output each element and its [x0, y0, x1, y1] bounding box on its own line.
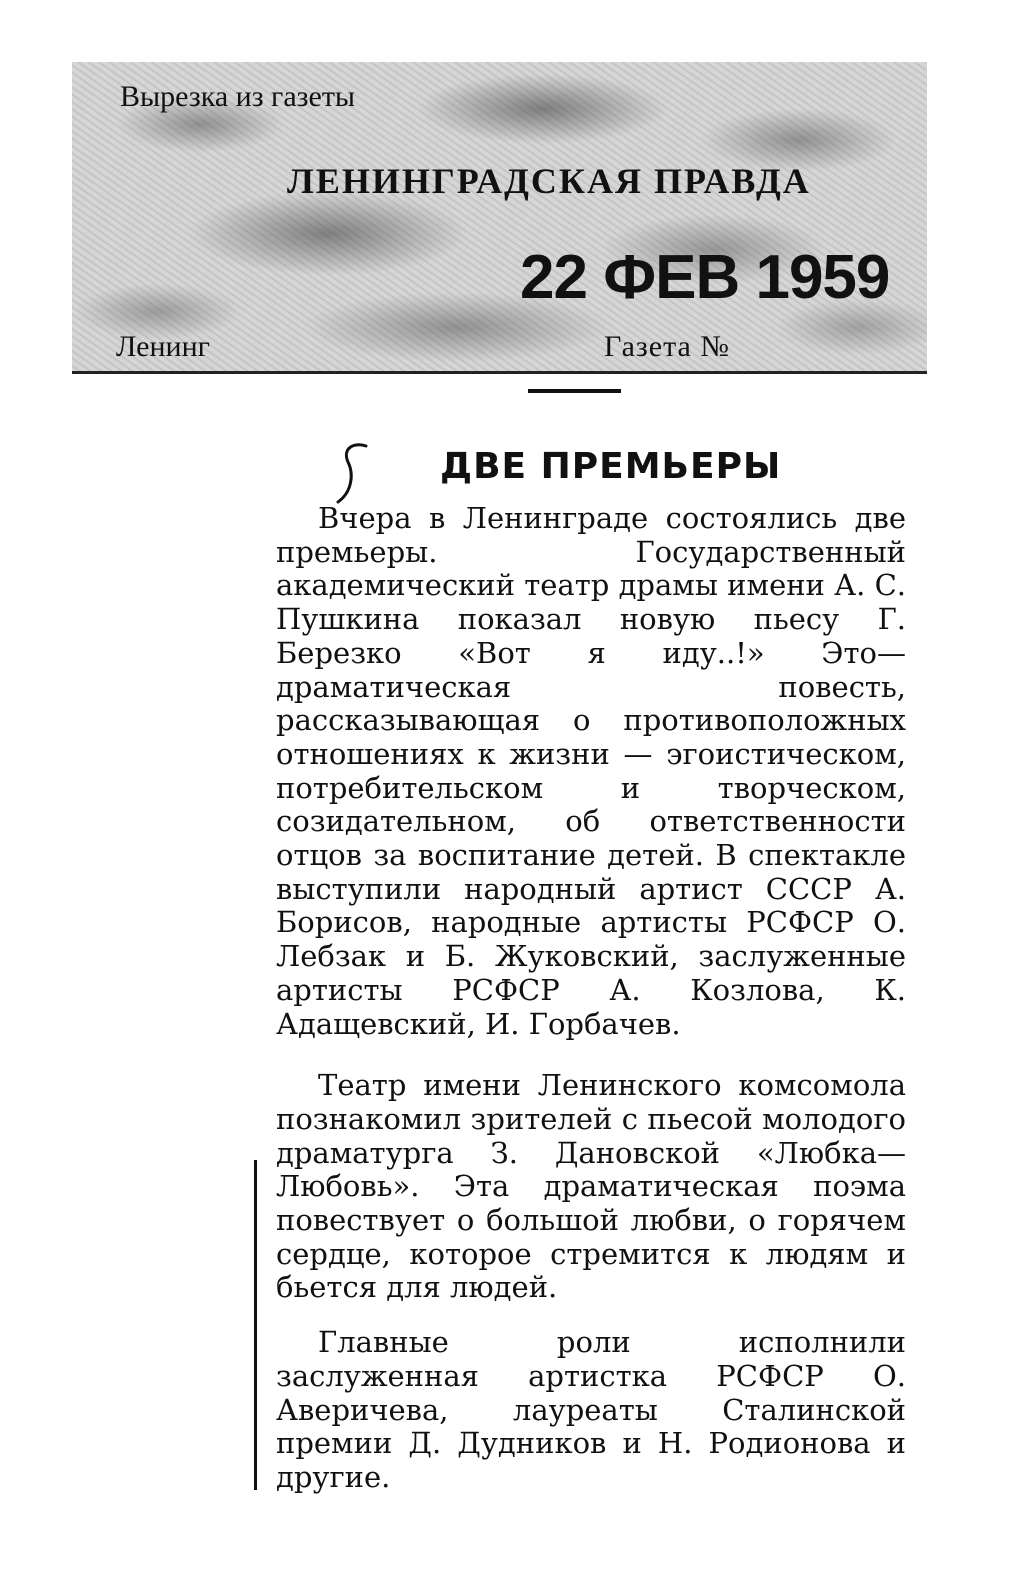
article-title: ДВЕ ПРЕМЬЕРЫ — [440, 446, 782, 487]
date-stamp: 22 ФЕВ 1959 — [520, 243, 890, 312]
handwritten-mark-icon — [334, 440, 370, 506]
newspaper-clipping-header — [72, 62, 927, 374]
header-underline — [72, 371, 927, 374]
article-paragraph: Театр имени Ленинского комсомола познакомил зрителей с пьесой молодого драматурга З. Дановской «Любка—Любовь». Эта драматическая поэма повествует о большой любви, о горячем сердце, которое стремится к людям и бьется для людей. — [276, 1068, 906, 1305]
city-label: Ленинг — [116, 330, 210, 363]
divider — [528, 389, 621, 393]
article-paragraph: Вчера в Ленинграде состоялись две премьеры. Государственный академический театр драмы имени А. С. Пушкина показал новую пьесу Г. Березко «Вот я иду..!» Это—драматическая повесть, рассказывающая о противоположных отношениях к жизни — эгоистическом, потребительском и творческом, созидательном, об ответственности отцов за воспитание детей. В спектакле выступили народный артист СССР А. Борисов, народные артисты РСФСР О. Лебзак и Б. Жуковский, заслуженные артисты РСФСР А. Козлова, К. Адащевский, И. Горбачев. — [276, 501, 906, 1041]
article-paragraph: Главные роли исполнили заслуженная артистка РСФСР О. Аверичева, лауреаты Сталинской премии Д. Дудников и Н. Родионова и другие. — [276, 1325, 906, 1494]
clip-label: Вырезка из газеты — [120, 80, 356, 113]
newspaper-title: ЛЕНИНГРАДСКАЯ ПРАВДА — [287, 161, 811, 201]
issue-number-label: Газета № — [604, 330, 730, 363]
margin-line — [254, 1160, 257, 1490]
article-body — [276, 502, 906, 1495]
